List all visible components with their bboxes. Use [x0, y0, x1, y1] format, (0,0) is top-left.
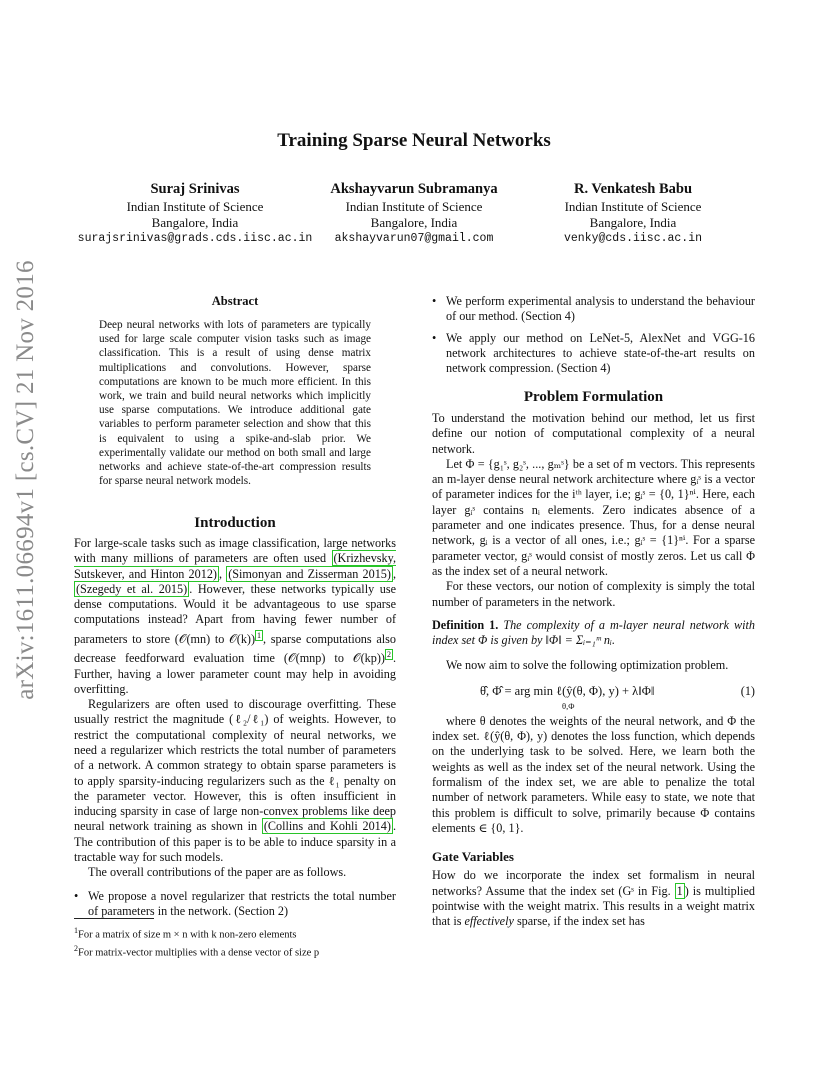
text-run: ) is multiplied pointwise with the weight matrix. This results in a weight matrix that is	[432, 883, 755, 929]
contribution-item: • We propose a novel regularizer that restricts the total number of parameters in the network. (Section 2)	[74, 889, 396, 920]
text-run: . However, these networks typically use dense computations. Would it be advantageous to use sparse computations instead? Apart from having fewer number of parameters to store (𝒪(mn) to 𝒪(k))	[74, 581, 397, 646]
text-run: sparse, if the index set has	[513, 914, 645, 929]
problem-paragraph-1: To understand the motivation behind our method, let us first define our notion of computational complexity of a neural network.	[432, 411, 755, 456]
author-affiliation: Indian Institute of Science	[126, 199, 264, 214]
footnotes	[74, 924, 396, 959]
problem-paragraph-5: where θ denotes the weights of the neural network, and Φ the index set. ℓ(ŷ(θ, Φ), y) denotes the loss function, which depends on the underlying task to be solved. Here, we learn both the weights as well as the index set of the neural network. Using the formalism of the index set, we are able to penalize the total number of network parameters. While easy to state, we note that this problem is difficult to solve, primarily because Φ contains elements ∈ {0, 1}.	[432, 713, 755, 835]
equation-1	[432, 680, 755, 714]
gate-variables-paragraph	[432, 868, 755, 929]
text-run: ,	[392, 566, 396, 581]
author-name: Akshayvarun Subramanya	[330, 181, 498, 197]
footnote-mark: 1	[74, 926, 78, 935]
footnote-text: For a matrix of size m × n with k non-zero elements	[78, 929, 297, 941]
problem-formulation-body	[432, 411, 755, 930]
text-run: . Further, having a lower parameter count may help in avoiding overfitting.	[74, 651, 396, 696]
gate-variables-heading: Gate Variables	[432, 849, 514, 865]
emphasis: effectively	[464, 914, 514, 929]
author-block-3	[548, 181, 718, 247]
problem-paragraph-4: We now aim to solve the following optimization problem.	[446, 658, 729, 673]
abstract-heading: Abstract	[211, 294, 259, 308]
citation-link[interactable]: (Simonyan and Zisserman 2015)	[228, 566, 391, 581]
contribution-item: • We apply our method on LeNet-5, AlexNet and VGG-16 network architectures to achieve state-of-the-art results on network compression. (Section 4)	[432, 331, 755, 377]
author-location: Bangalore, India	[589, 215, 677, 230]
definition-text: The complexity of a m-layer neural network with index set Φ is given by ‖Φ‖ = Σᵢ₌₁ᵐ nᵢ.	[432, 617, 756, 648]
author-location: Bangalore, India	[151, 215, 239, 230]
author-block-2	[320, 181, 508, 247]
footnote-rule	[74, 918, 154, 919]
footnote-link[interactable]: 1	[257, 630, 262, 640]
author-affiliation: Indian Institute of Science	[564, 199, 702, 214]
citation-link[interactable]: (Szegedy et al. 2015)	[76, 581, 188, 596]
text-run: . The contribution of this paper is to be able to induce sparsity in a tractable way for such models.	[74, 819, 396, 865]
author-block-1	[70, 181, 320, 247]
intro-paragraph-2	[74, 697, 396, 865]
author-email: venky@cds.iisc.ac.in	[563, 232, 703, 245]
footnote-mark: 2	[74, 943, 78, 953]
footnote-2	[74, 942, 396, 960]
author-name: Suraj Srinivas	[150, 181, 240, 197]
author-location: Bangalore, India	[370, 215, 458, 230]
author-email: surajsrinivas@grads.cds.iisc.ac.in	[77, 232, 313, 245]
introduction-heading: Introduction	[194, 515, 276, 531]
equation-body: θ̂, Φ̂ = arg min ℓ(ŷ(θ, Φ), y) + λ‖Φ‖	[480, 683, 655, 698]
author-name: R. Venkatesh Babu	[573, 181, 693, 197]
citation-link[interactable]: (Collins and Kohli 2014)	[263, 819, 391, 834]
footnote-1	[74, 924, 396, 942]
problem-paragraph-2: Let Φ = {g₁ˢ, g₂ˢ, ..., gₘˢ} be a set of m vectors. This represents an m-layer dense neural network architecture where gᵢˢ is a vector of parameter indices for the iᵗʰ layer, i.e; gᵢˢ = {0, 1}ⁿⁱ. Here, each layer gᵢˢ contains nᵢ elements. Zero indicates absence of a parameter and one indicates presence. Thus, for a dense neural network, gᵢ is a vector of all ones, i.e.; gᵢˢ = {1}ⁿⁱ. For a sparse parameter vector, gᵢˢ would consist of mostly zeros. Let us call Φ as the index set of a neural network.	[432, 456, 755, 578]
text-run: How do we incorporate the index set formalism in neural networks? Assume that the index set (Gˢ in Fig.	[432, 868, 755, 898]
contribution-list-continued	[432, 294, 755, 382]
definition-1	[432, 618, 755, 649]
problem-paragraph-3: For these vectors, our notion of complexity is simply the total number of parameters in the network.	[432, 579, 755, 609]
text-run: Regularizers are often used to discourage overfitting. These usually restrict the magnitude (ℓ₂/ℓ₁) of weights. However, to restrict the computational complexity of neural networks, we need a regularizer which restricts the total number of parameters of a network. A common strategy to obtain sparse parameters is to apply sparsity-inducing regularizers such as the ℓ₁ penalty on the parameter vector. However, this is often insufficient in inducing sparsity in case of large non-convex problems like deep neural network training as shown in	[74, 697, 396, 834]
equation-number: (1)	[740, 683, 755, 698]
equation-subscript: θ,Φ	[562, 700, 575, 711]
author-email: akshayvarun07@gmail.com	[334, 232, 494, 245]
introduction-body	[74, 536, 396, 925]
paper-title: Training Sparse Neural Networks	[277, 130, 551, 151]
author-affiliation: Indian Institute of Science	[345, 199, 483, 214]
contribution-list	[432, 294, 755, 376]
footnote-text: For matrix-vector multiplies with a dense vector of size p	[78, 947, 320, 958]
intro-paragraph-1	[74, 536, 396, 697]
contribution-item: • We perform experimental analysis to understand the behaviour of our method. (Section 4)	[432, 294, 755, 325]
citation-link[interactable]: (Krizhevsky, Sutskever, and Hinton 2012)	[74, 551, 396, 581]
definition-label: Definition 1.	[432, 617, 499, 632]
arxiv-identifier: arXiv:1611.06694v1 [cs.CV] 21 Nov 2016	[12, 260, 39, 700]
text-run: ,	[218, 566, 227, 581]
footnote-link[interactable]: 2	[386, 650, 391, 660]
problem-formulation-heading: Problem Formulation	[523, 389, 664, 405]
text-run: , sparse computations also decrease feedforward evaluation time (𝒪(mnp) to 𝒪(kp))	[74, 631, 396, 666]
figure-link[interactable]: 1	[676, 883, 683, 898]
arxiv-sidebar	[6, 260, 46, 700]
intro-paragraph-3: The overall contributions of the paper are as follows.	[88, 865, 347, 880]
abstract-text: Deep neural networks with lots of parameters are typically used for large scale computer vision tasks such as image classification. This is a result of using dense matrix multiplications and convolutions. However, sparse computations are known to be much more efficient. In this work, we train and build neural networks which implicitly use sparse computations. We introduce additional gate variables to perform parameter selection and show that this is equivalent to using a spike-and-slab prior. We experimentally validate our method on both small and large networks and achieve state-of-the-art compression results for sparse neural network models.	[99, 319, 371, 488]
text-run: For large-scale tasks such as image classification, large networks with many millions of parameters are often used	[74, 536, 396, 566]
contribution-list	[74, 889, 396, 920]
